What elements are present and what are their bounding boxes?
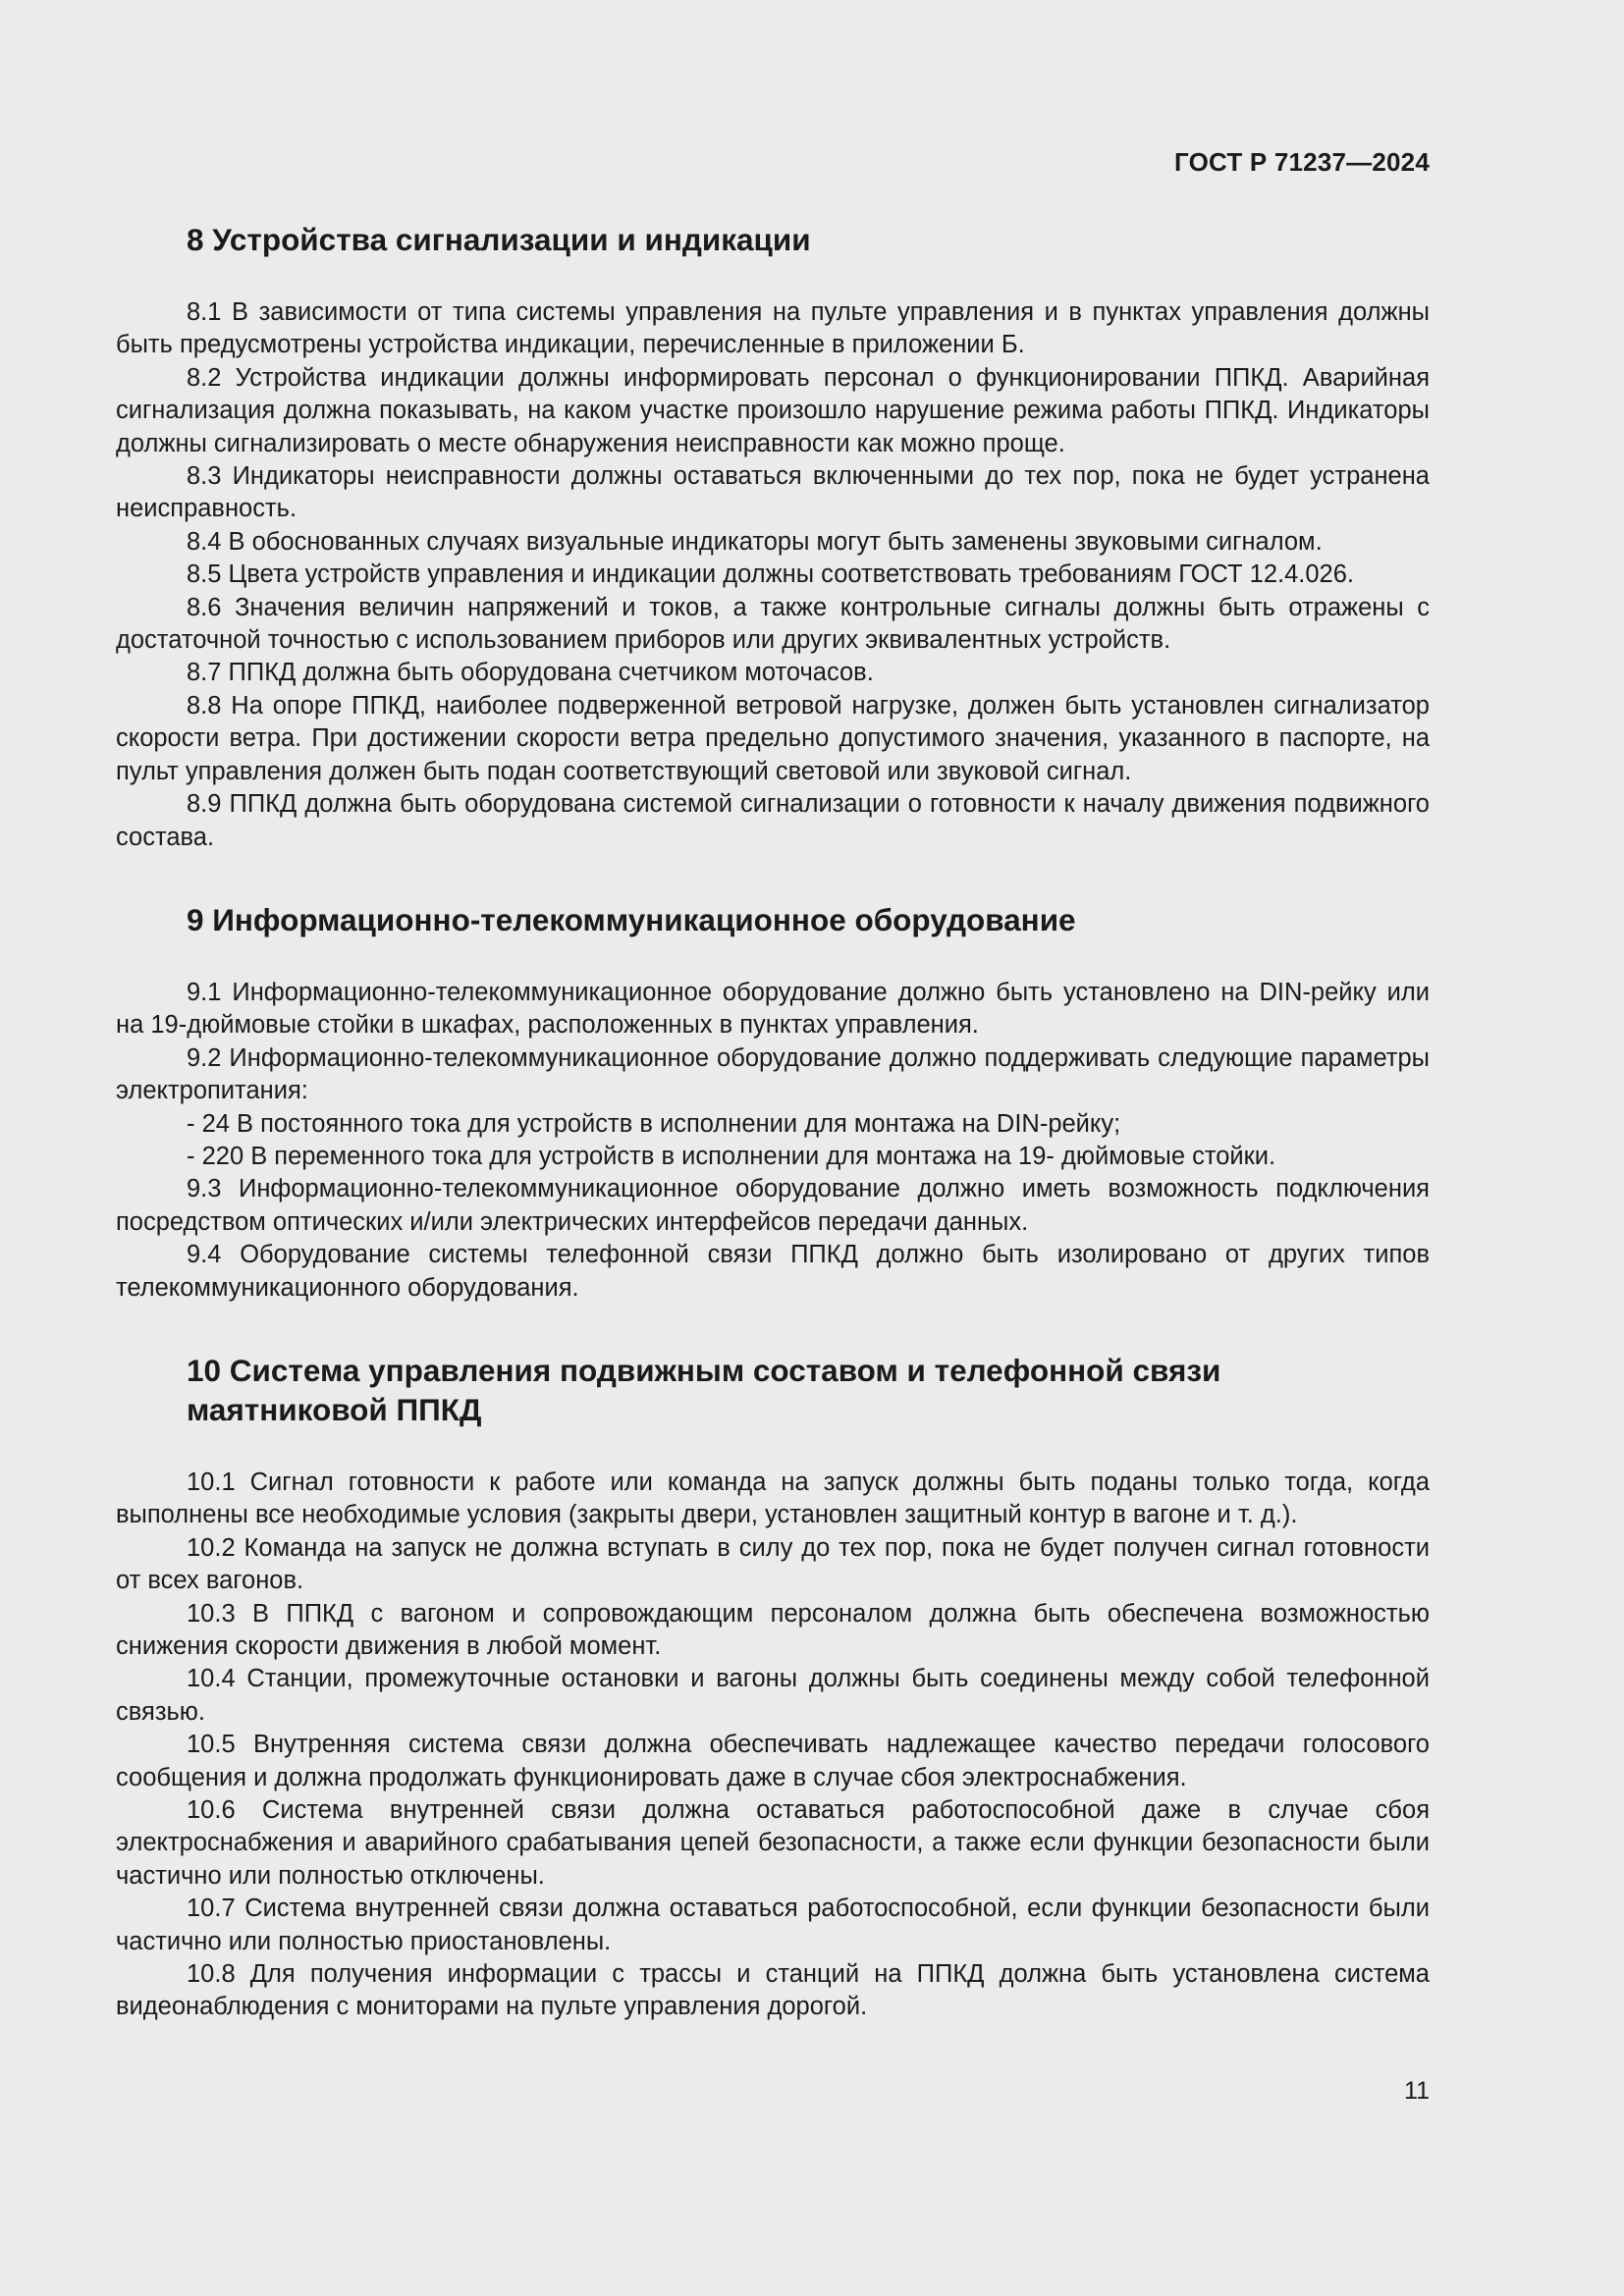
section-spacer: [116, 1305, 1430, 1351]
paragraph-10-3: 10.3 В ППКД с вагоном и сопровождающим персоналом должна быть обеспечена возможностью снижения скорости движения в любой момент.: [116, 1599, 1430, 1660]
document-code: ГОСТ Р 71237—2024: [1174, 147, 1430, 177]
paragraph-8-3: 8.3 Индикаторы неисправности должны оставаться включенными до тех пор, пока не будет устранена неисправность.: [116, 462, 1430, 523]
paragraph-10-6: 10.6 Система внутренней связи должна оставаться работоспособной даже в случае сбоя электроснабжения и аварийного срабатывания цепей безопасности, а также если функции безопасности были частично или полностью отключены.: [116, 1796, 1430, 1890]
section-8: [116, 220, 1430, 854]
paragraph-8-4: 8.4 В обоснованных случаях визуальные индикаторы могут быть заменены звуковыми сигналом.: [187, 527, 1323, 556]
section-title: 8 Устройства сигнализации и индикации: [187, 222, 811, 257]
paragraph-10-7: 10.7 Система внутренней связи должна оставаться работоспособной, если функции безопасности были частично или полностью приостановлены.: [116, 1895, 1430, 1955]
paragraph-8-8: 8.8 На опоре ППКД, наиболее подверженной ветровой нагрузке, должен быть установлен сигнализатор скорости ветра. При достижении скорости ветра предельно допустимого значения, указанного в паспорте, на пульт управления должен быть подан соответствующий световой или звуковой сигнал.: [116, 691, 1430, 785]
paragraph-10-2: 10.2 Команда на запуск не должна вступать в силу до тех пор, пока не будет получен сигнал готовности от всех вагонов.: [116, 1533, 1430, 1595]
section-9: [116, 900, 1430, 1305]
paragraph-8-2: 8.2 Устройства индикации должны информировать персонал о функционировании ППКД. Аварийная сигнализация должна показывать, на каком участке произошло нарушение режима работы ППКД. Индикаторы должны сигнализировать о месте обнаружения неисправности как можно проще.: [116, 363, 1430, 457]
paragraph-9-4: 9.4 Оборудование системы телефонной связи ППКД должно быть изолировано от других типов телекоммуникационного оборудования.: [116, 1241, 1430, 1302]
page-number: 11: [1404, 2077, 1430, 2105]
paragraph-8-6: 8.6 Значения величин напряжений и токов, а также контрольные сигналы должны быть отражены с достаточной точностью с использованием приборов или других эквивалентных устройств.: [116, 593, 1430, 655]
paragraph-9-3: 9.3 Информационно-телекоммуникационное оборудование должно иметь возможность подключения посредством оптических и/или электрических интерфейсов передачи данных.: [116, 1175, 1430, 1236]
paragraph-10-4: 10.4 Станции, промежуточные остановки и вагоны должны быть соединены между собой телефонной связью.: [116, 1665, 1430, 1726]
section-title: 9 Информационно-телекоммуникационное оборудование: [187, 901, 1076, 937]
paragraph-8-1: 8.1 В зависимости от типа системы управления на пульте управления и в пунктах управления должны быть предусмотрены устройства индикации, перечисленные в приложении Б.: [116, 298, 1430, 359]
list-item: - 24 В постоянного тока для устройств в исполнении для монтажа на DIN-рейку;: [187, 1109, 1121, 1138]
paragraph-10-1: 10.1 Сигнал готовности к работе или команда на запуск должны быть поданы только тогда, когда выполнены все необходимые условия (закрыты двери, установлен защитный контур в вагоне и т. д.).: [116, 1468, 1430, 1529]
paragraph-8-7: 8.7 ППКД должна быть оборудована счетчиком моточасов.: [187, 659, 874, 687]
section-10: [116, 1351, 1430, 2024]
paragraph-8-9: 8.9 ППКД должна быть оборудована системой сигнализации о готовности к началу движения подвижного состава.: [116, 790, 1430, 851]
section-spacer: [116, 854, 1430, 900]
section-title: 10 Система управления подвижным составом и телефонной связи маятниковой ППКД: [187, 1352, 1221, 1427]
paragraph-9-2: 9.2 Информационно-телекоммуникационное оборудование должно поддерживать следующие параметры электропитания:: [116, 1043, 1430, 1105]
paragraph-9-1: 9.1 Информационно-телекоммуникационное оборудование должно быть установлено на DIN-рейку или на 19-дюймовые стойки в шкафах, расположенных в пунктах управления.: [116, 978, 1430, 1040]
paragraph-10-5: 10.5 Внутренняя система связи должна обеспечивать надлежащее качество передачи голосового сообщения и должна продолжать функционировать даже в случае сбоя электроснабжения.: [116, 1731, 1430, 1791]
paragraph-8-5: 8.5 Цвета устройств управления и индикации должны соответствовать требованиям ГОСТ 12.4.026.: [187, 561, 1354, 589]
list-item: - 220 В переменного тока для устройств в исполнении для монтажа на 19- дюймовые стойки.: [187, 1142, 1276, 1170]
paragraph-10-8: 10.8 Для получения информации с трассы и станций на ППКД должна быть установлена система видеонаблюдения с мониторами на пульте управления дорогой.: [116, 1960, 1430, 2021]
page-content: [116, 220, 1430, 2024]
